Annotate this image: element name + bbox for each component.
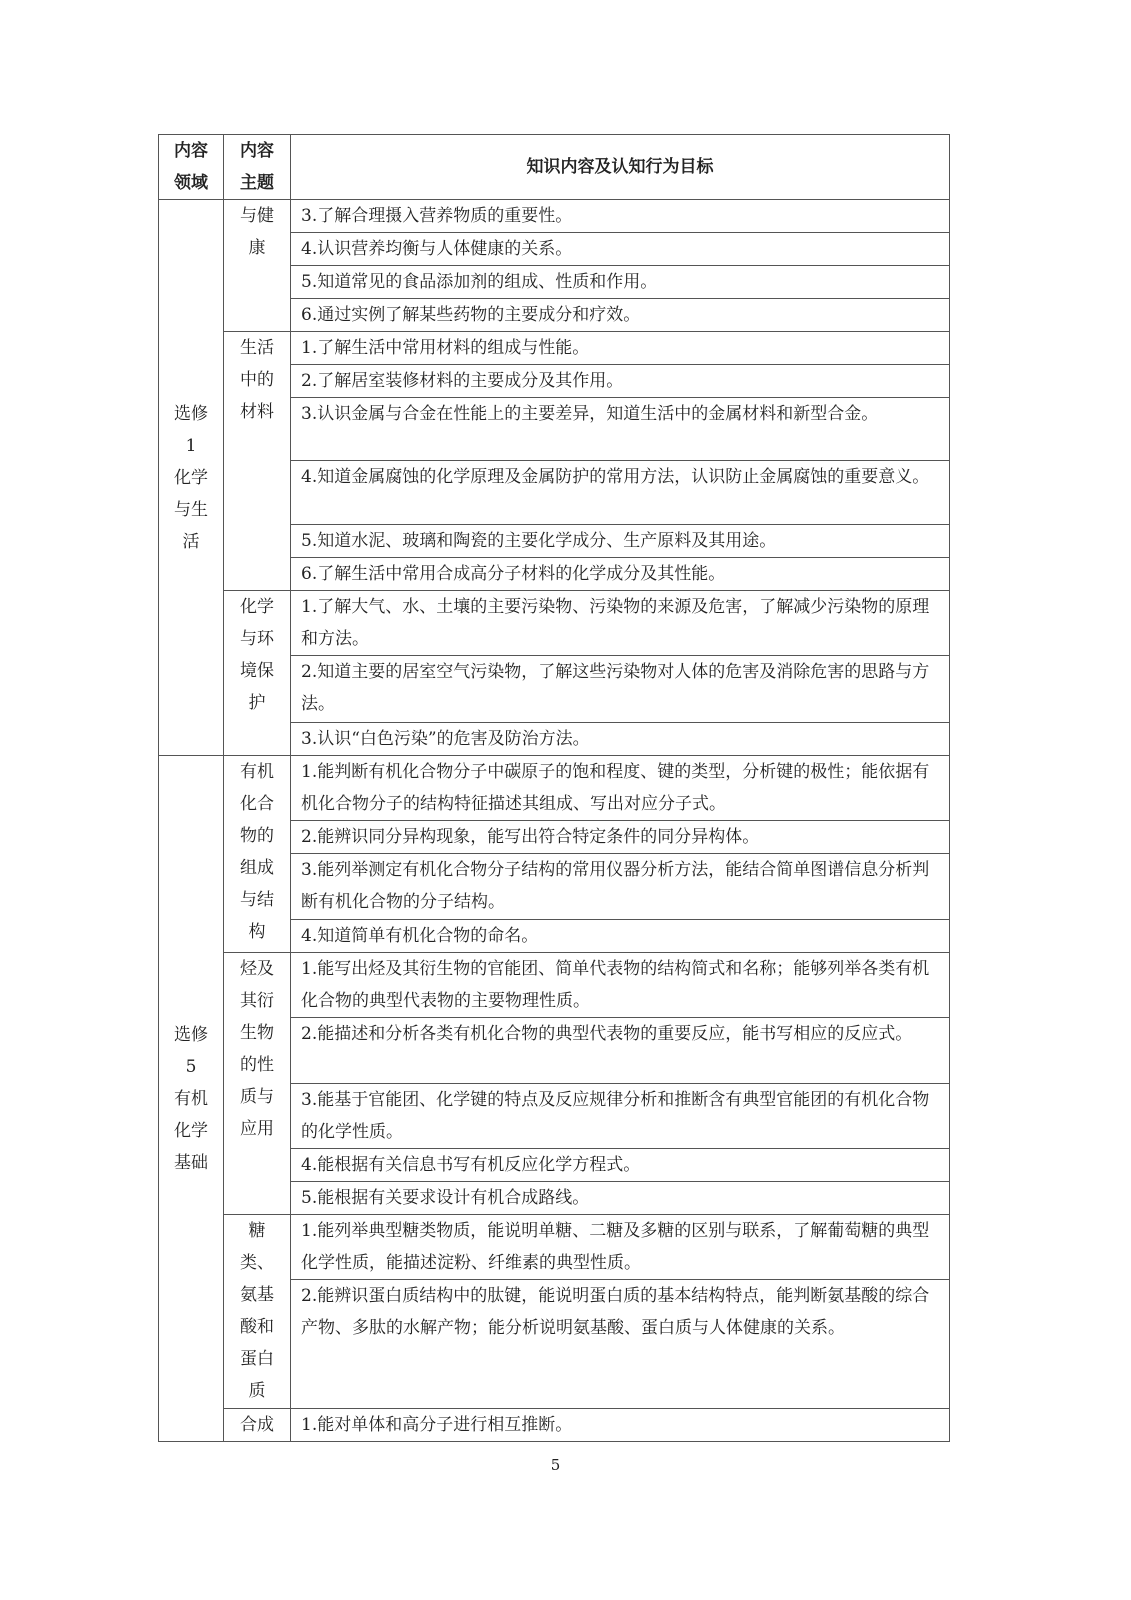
goal-cell: 6.了解生活中常用合成高分子材料的化学成分及其性能。	[291, 558, 950, 591]
topic-cell: 生活 中的 材料	[224, 332, 291, 591]
table-row	[159, 200, 950, 233]
goal-cell: 3.能列举测定有机化合物分子结构的常用仪器分析方法，能结合简单图谱信息分析判断有机化合物的分子结构。	[291, 854, 950, 920]
goal-cell: 3.认识“白色污染”的危害及防治方法。	[291, 723, 950, 756]
table-row	[159, 591, 950, 656]
goal-cell: 1.了解生活中常用材料的组成与性能。	[291, 332, 950, 365]
goal-cell: 4.知道简单有机化合物的命名。	[291, 920, 950, 953]
topic-cell: 烃及 其衍 生物 的性 质与 应用	[224, 953, 291, 1215]
table-row	[159, 1409, 950, 1442]
header-topic: 内容 主题	[224, 135, 291, 200]
goal-cell: 1.能判断有机化合物分子中碳原子的饱和程度、键的类型，分析键的极性；能依据有机化合物分子的结构特征描述其组成、写出对应分子式。	[291, 756, 950, 821]
domain-cell: 选修 5 有机 化学 基础	[159, 756, 224, 1442]
goal-cell: 2.了解居室装修材料的主要成分及其作用。	[291, 365, 950, 398]
table-row	[159, 1215, 950, 1280]
goal-cell: 5.知道常见的食品添加剂的组成、性质和作用。	[291, 266, 950, 299]
header-domain: 内容 领域	[159, 135, 224, 200]
goal-cell: 4.知道金属腐蚀的化学原理及金属防护的常用方法，认识防止金属腐蚀的重要意义。	[291, 461, 950, 525]
header-goals: 知识内容及认知行为目标	[291, 135, 950, 200]
goal-cell: 4.能根据有关信息书写有机反应化学方程式。	[291, 1149, 950, 1182]
page-number: 5	[550, 1456, 561, 1474]
goal-cell: 1.能对单体和高分子进行相互推断。	[291, 1409, 950, 1442]
goal-cell: 2.能描述和分析各类有机化合物的典型代表物的重要反应，能书写相应的反应式。	[291, 1018, 950, 1084]
goal-cell: 2.能辨识蛋白质结构中的肽键，能说明蛋白质的基本结构特点，能判断氨基酸的综合产物、多肽的水解产物；能分析说明氨基酸、蛋白质与人体健康的关系。	[291, 1280, 950, 1409]
topic-cell: 糖 类、 氨基 酸和 蛋白 质	[224, 1215, 291, 1409]
goal-cell: 5.能根据有关要求设计有机合成路线。	[291, 1182, 950, 1215]
goal-cell: 1.能列举典型糖类物质，能说明单糖、二糖及多糖的区别与联系，了解葡萄糖的典型化学性质，能描述淀粉、纤维素的典型性质。	[291, 1215, 950, 1280]
topic-cell: 与健 康	[224, 200, 291, 332]
goal-cell: 2.能辨识同分异构现象，能写出符合特定条件的同分异构体。	[291, 821, 950, 854]
curriculum-table	[158, 134, 950, 1442]
goal-cell: 1.能写出烃及其衍生物的官能团、简单代表物的结构简式和名称；能够列举各类有机化合物的典型代表物的主要物理性质。	[291, 953, 950, 1018]
goal-cell: 3.能基于官能团、化学键的特点及反应规律分析和推断含有典型官能团的有机化合物的化学性质。	[291, 1084, 950, 1149]
goal-cell: 4.认识营养均衡与人体健康的关系。	[291, 233, 950, 266]
table-row	[159, 756, 950, 821]
goal-cell: 1.了解大气、水、土壤的主要污染物、污染物的来源及危害，了解减少污染物的原理和方法。	[291, 591, 950, 656]
domain-cell: 选修 1 化学 与生 活	[159, 200, 224, 756]
topic-cell: 有机 化合 物的 组成 与结 构	[224, 756, 291, 953]
goal-cell: 3.认识金属与合金在性能上的主要差异，知道生活中的金属材料和新型合金。	[291, 398, 950, 461]
goal-cell: 2.知道主要的居室空气污染物，了解这些污染物对人体的危害及消除危害的思路与方法。	[291, 656, 950, 723]
goal-cell: 3.了解合理摄入营养物质的重要性。	[291, 200, 950, 233]
goal-cell: 5.知道水泥、玻璃和陶瓷的主要化学成分、生产原料及其用途。	[291, 525, 950, 558]
topic-cell: 化学 与环 境保 护	[224, 591, 291, 756]
header-row	[159, 135, 950, 200]
table-row	[159, 332, 950, 365]
table-row	[159, 953, 950, 1018]
goal-cell: 6.通过实例了解某些药物的主要成分和疗效。	[291, 299, 950, 332]
topic-cell: 合成	[224, 1409, 291, 1442]
